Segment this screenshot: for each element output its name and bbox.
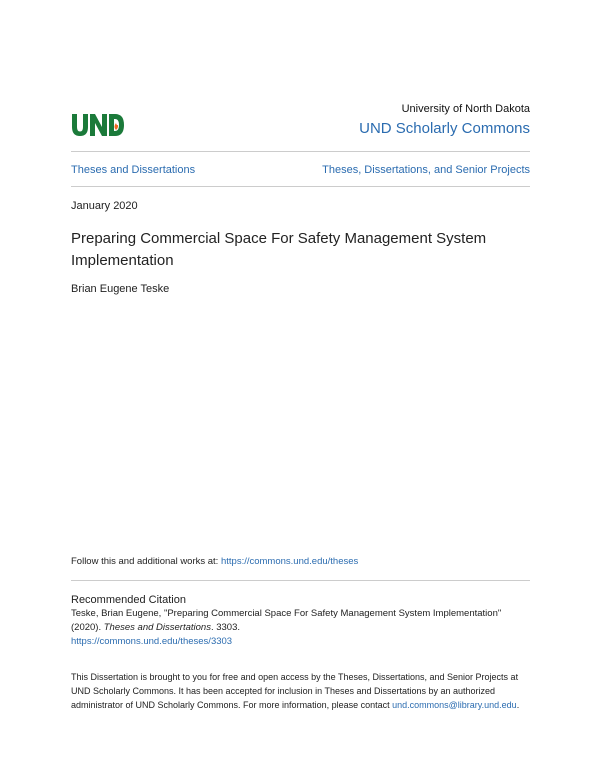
- divider-top: [71, 151, 530, 152]
- disclaimer-end: .: [516, 700, 520, 710]
- senior-projects-link[interactable]: Theses, Dissertations, and Senior Projects: [322, 164, 530, 176]
- document-title: Preparing Commercial Space For Safety Management System Implementation: [71, 230, 487, 269]
- citation-number: . 3303.: [210, 622, 241, 633]
- theses-dissertations-link[interactable]: Theses and Dissertations: [71, 164, 196, 176]
- citation-text: [71, 607, 530, 649]
- citation-url-link[interactable]: https://commons.und.edu/theses/3303: [71, 636, 233, 647]
- follow-url-link[interactable]: https://commons.und.edu/theses: [220, 556, 359, 567]
- disclaimer: [71, 670, 530, 712]
- citation-line1: Teske, Brian Eugene, "Preparing Commercial Space For Safety Management System Implementation": [71, 608, 502, 619]
- citation-heading: Recommended Citation: [71, 594, 186, 606]
- citation-year: (2020).: [71, 622, 102, 633]
- und-logo: [71, 112, 125, 138]
- follow-prefix: Follow this and additional works at:: [71, 556, 219, 567]
- publication-date: January 2020: [71, 200, 138, 212]
- university-name: University of North Dakota: [401, 103, 530, 115]
- citation-line2: [71, 621, 530, 635]
- divider-citation: [71, 580, 530, 581]
- divider-nav: [71, 186, 530, 187]
- scholarly-commons-link[interactable]: UND Scholarly Commons: [359, 120, 530, 137]
- follow-line: [71, 556, 358, 567]
- citation-series: Theses and Dissertations: [103, 622, 211, 633]
- contact-email-link[interactable]: und.commons@library.und.edu: [392, 700, 517, 710]
- author-name: Brian Eugene Teske: [71, 283, 170, 295]
- und-logo-mark: [71, 112, 125, 138]
- disclaimer-text: This Dissertation is brought to you for free and open access by the Theses, Dissertations, and Senior Projects at UND Scholarly Commons. It has been accepted for inclusion in Theses and Dissertations by an authorized administrator of UND Scholarly Commons. For more information, please contact: [71, 672, 519, 710]
